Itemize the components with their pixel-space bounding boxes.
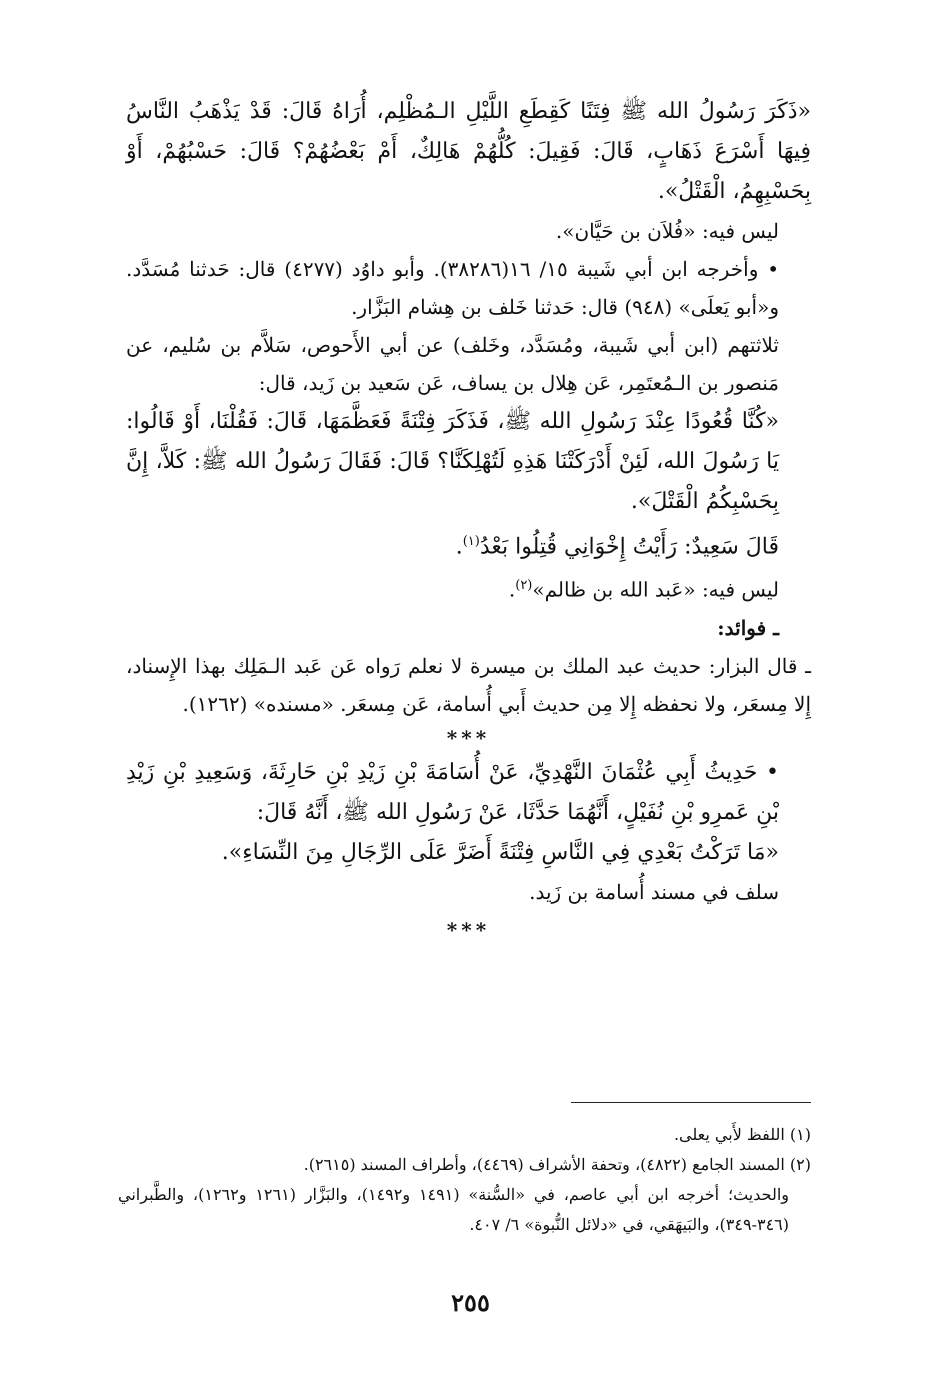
footnotes	[118, 1120, 811, 1240]
footnote-2: (٢) المسند الجامع (٤٨٢٢)، وتحفة الأشراف (٤٤٦٩)، وأطراف المسند (٢٦١٥).	[303, 1155, 811, 1174]
hadith-text-3: «مَا تَرَكْتُ بَعْدِي فِي النَّاسِ فِتْنَةً أَضَرَّ عَلَى الرِّجَالِ مِنَ النِّسَاءِ».	[221, 839, 779, 865]
said-quote-end: .	[455, 534, 463, 560]
hadith-text-2: «كُنَّا قُعُودًا عِنْدَ رَسُولِ الله ﷺ، فَذَكَرَ فِتْنَةً فَعَظَّمَهَا، قَالَ: فَقُلْنَا، أَوْ قَالُوا: يَا رَسُولَ الله، لَئِنْ أَدْرَكَتْنَا هَذِهِ لَتُهْلِكَنَّا؟ قَالَ: فَقَالَ رَسُولُ الله ﷺ: كَلاَّ، إِنَّ بِحَسْبِكُمُ الْقَتْلَ».	[126, 409, 779, 514]
separator-stars-2: ***	[446, 917, 491, 942]
footnote-ref-1: (١)	[462, 534, 480, 549]
note-not-included-2-text: ليس فيه: «عَبد الله بن ظالم»	[532, 577, 779, 602]
cross-reference-note: سلف في مسند أُسامة بن زَيد.	[529, 879, 779, 904]
hadith-text-1: «ذَكَرَ رَسُولُ الله ﷺ فِتَنًا كَقِطَعِ اللَّيْلِ الـمُظْلِم، أُرَاهُ قَالَ: قَدْ يَذْهَبُ النَّاسُ فِيهَا أَسْرَعَ ذَهَابٍ، قَالَ: فَقِيلَ: كُلُّهُمْ هَالِكٌ، أَمْ بَعْضُهُمْ؟ قَالَ: حَسْبُهُمْ، أَوْ بِحَسْبِهِمُ، الْقَتْلُ».	[126, 99, 811, 204]
main-text	[126, 92, 811, 945]
note-not-included-2-end: .	[508, 577, 516, 602]
bazzar-note: ـ قال البزار: حديث عبد الملك بن ميسرة لا نعلم رَواه عَن عَبد الـمَلِك بهذا الإِسناد، إِلا مِسعَر، ولا نحفظه إِلا مِن حديث أَبي أُسامة، عَن مِسعَر. «مسنده» (١٢٦٢).	[126, 653, 811, 716]
note-not-included-2	[126, 567, 811, 609]
said-quote	[126, 522, 811, 567]
footnote-divider	[571, 1102, 811, 1103]
footnote-1: (١) اللفظ لأَبي يعلى.	[673, 1125, 811, 1144]
isnad-paragraph: ثلاثتهم (ابن أبي شَيبة، ومُسَدَّد، وخَلف) عن أبي الأَحوص، سَلاَّم بن سُليم، عن مَنصور بن الـمُعتَمِر، عَن هِلال بن يساف، عَن سَعيد بن زَيد، قال:	[126, 333, 779, 395]
footnote-2-continued: والحديث؛ أخرجه ابن أبي عاصم، في «السُّنة» (١٤٩١ و١٤٩٢)، والبَزَّار (١٢٦١ و١٢٦٢)، والطَّبراني (٣٤٦-٣٤٩)، والبَيهَقي، في «دلائل النُّبوة» ٦/ ٤٠٧.	[118, 1185, 790, 1234]
note-not-included-1: ليس فيه: «فُلاَن بن حَيَّان».	[555, 219, 779, 243]
separator-stars-1: ***	[446, 725, 491, 750]
footnote-ref-2: (٢)	[515, 578, 533, 594]
takhrij-paragraph: • وأخرجه ابن أبي شَيبة ١٥/ ١٦(٣٨٢٨٦). وأبو داوُد (٤٢٧٧) قال: حَدثنا مُسَدَّد. و«أبو يَعلَى» (٩٤٨) قال: حَدثنا خَلف بن هِشام البَزَّار.	[126, 257, 779, 319]
said-quote-text: قَالَ سَعِيدٌ: رَأَيْتُ إِخْوَانِي قُتِلُوا بَعْدُ	[479, 534, 779, 560]
hadith-heading: • حَدِيثُ أَبِي عُثْمَانَ النَّهْدِيِّ، عَنْ أُسَامَةَ بْنِ زَيْدِ بْنِ حَارِثَةَ، وَسَعِيدِ بْنِ زَيْدِ بْنِ عَمرِو بْنِ نُفَيْلٍ، أَنَّهُمَا حَدَّثَا، عَنْ رَسُولِ الله ﷺ، أَنَّهُ قَالَ:	[126, 759, 779, 825]
page-number: ٢٥٥	[451, 1288, 490, 1317]
benefits-heading: ـ فوائد:	[717, 615, 779, 640]
